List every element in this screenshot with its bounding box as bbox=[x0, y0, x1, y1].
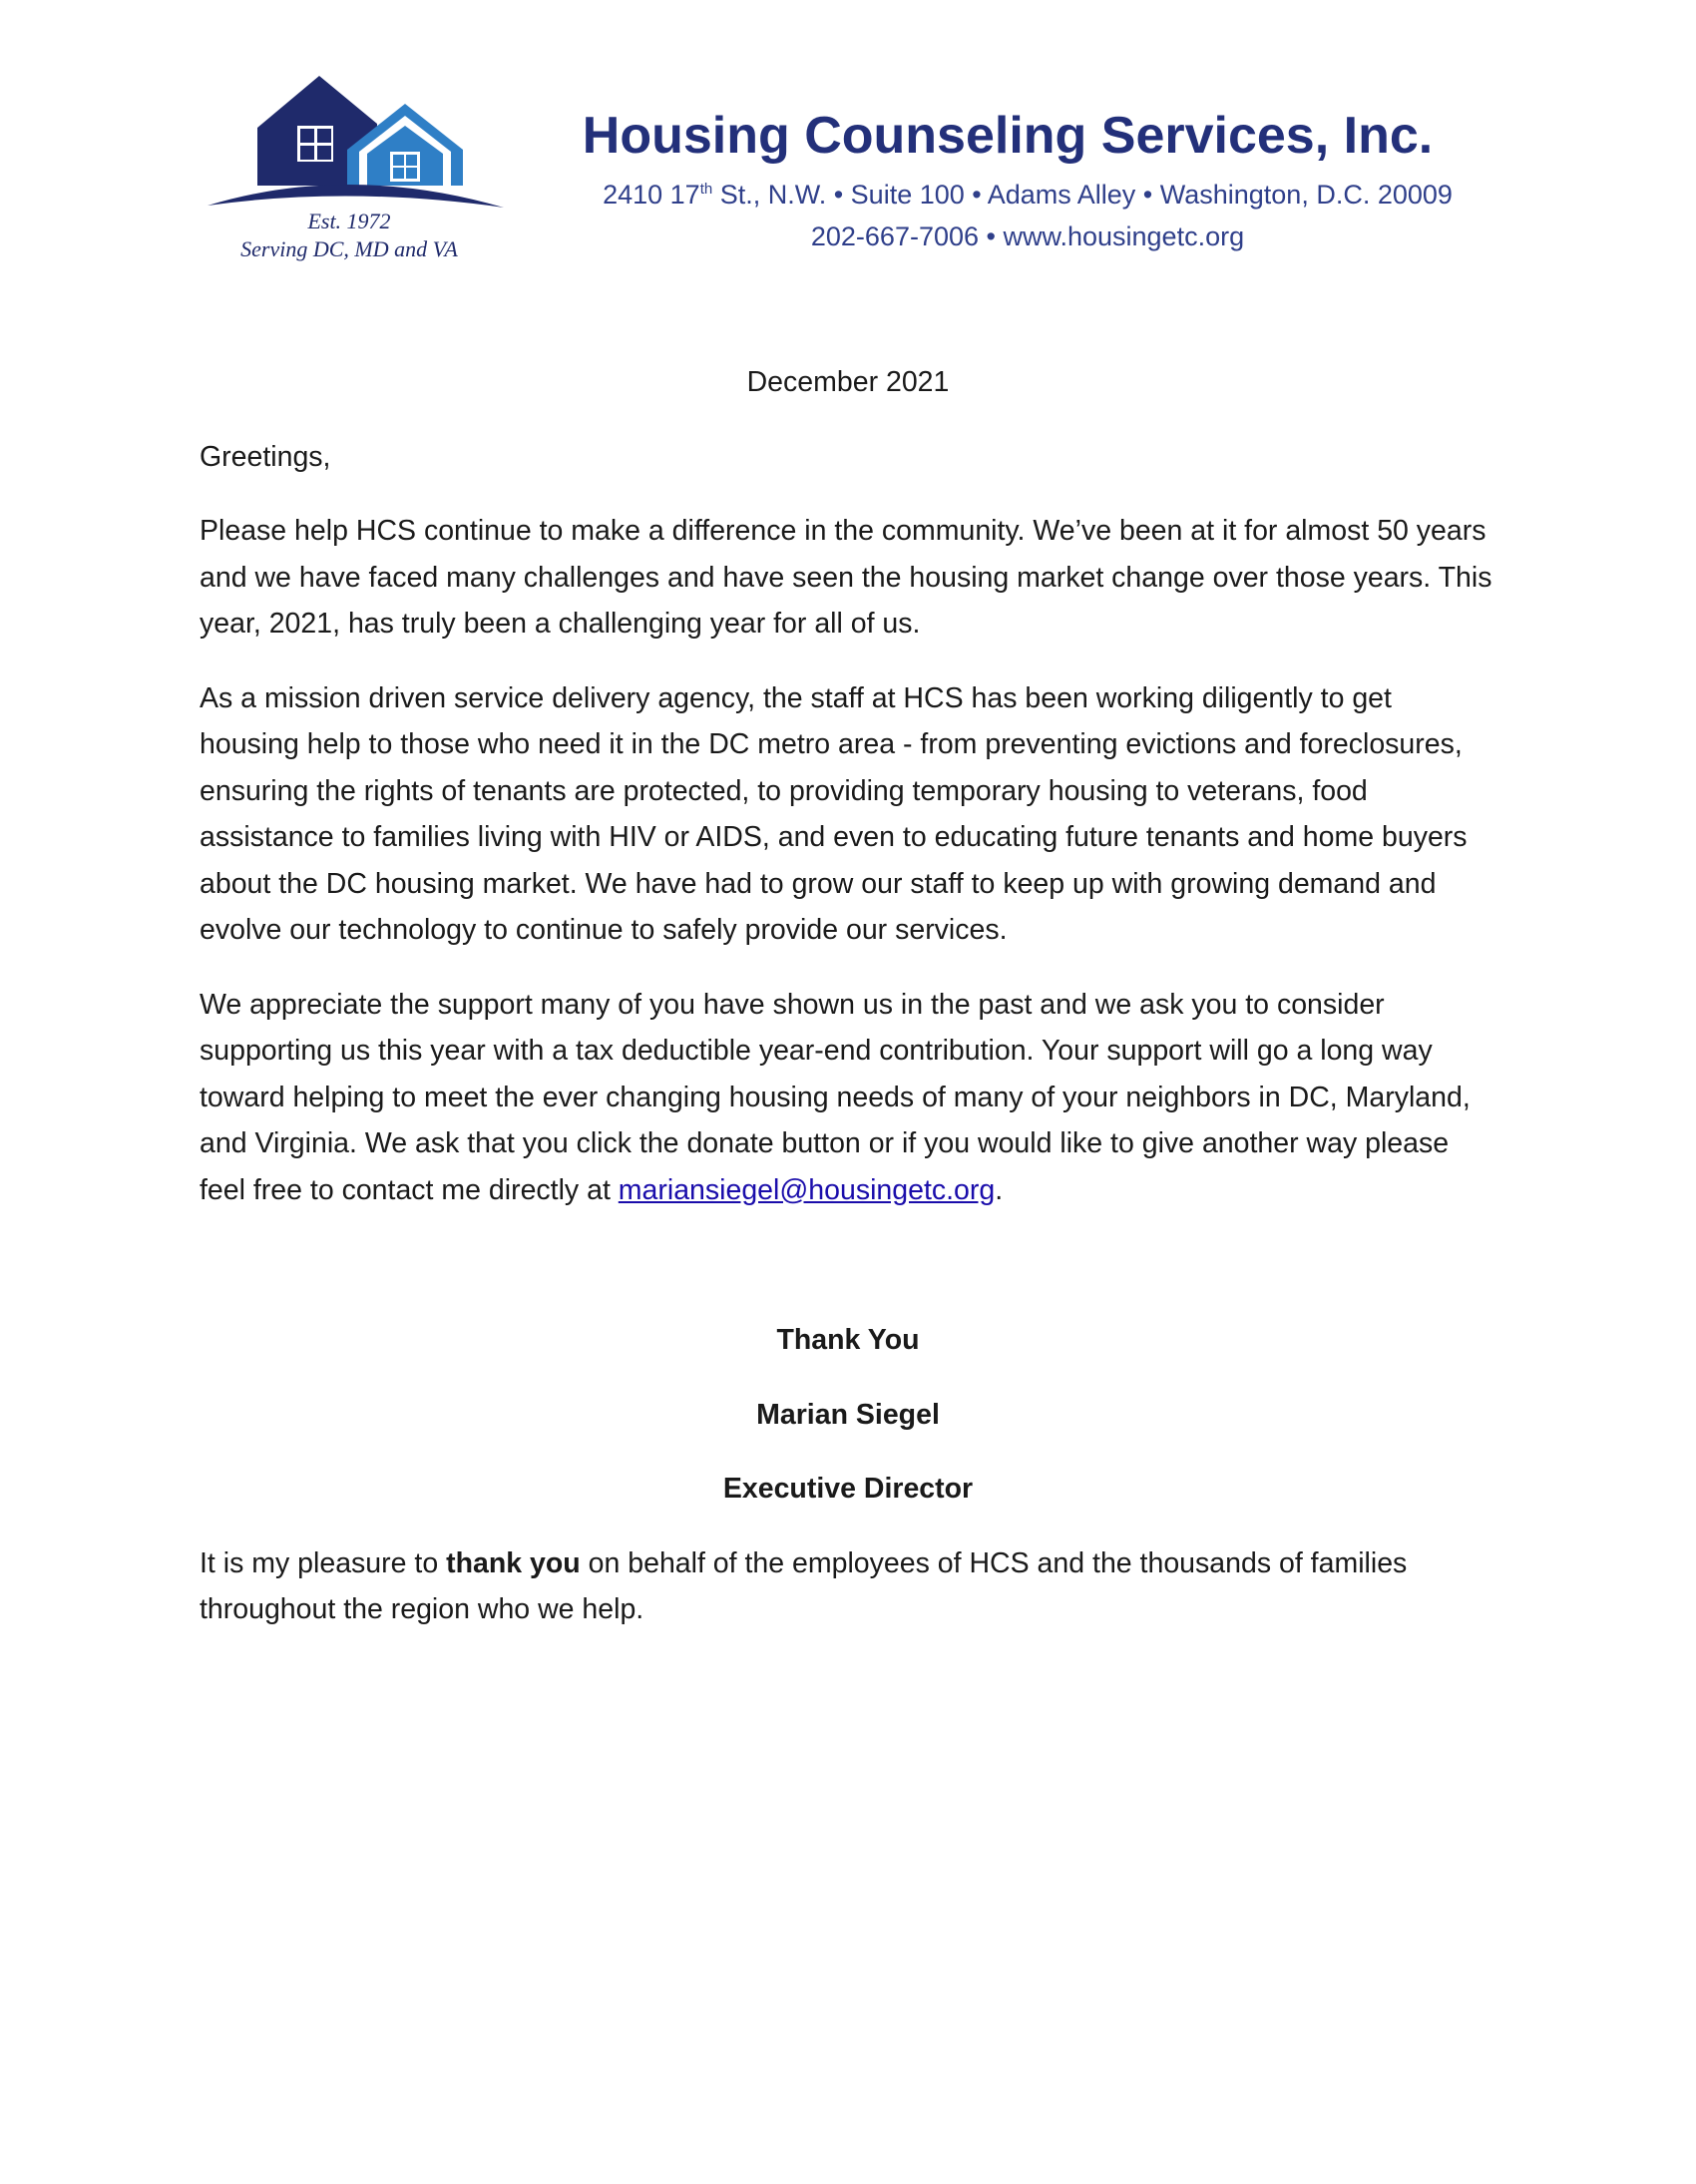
paragraph-3-text: We appreciate the support many of you have shown us in the past and we ask you to consider supporting us this year with a tax deductible year-end contribution. Your support will go a long way toward helping to meet the ever changing housing needs of many of your neighbors in DC, Maryland, and Virginia. We ask that you click the donate button or if you would like to give another way please feel free to contact me directly at bbox=[200, 988, 1471, 1206]
org-block bbox=[529, 104, 1526, 257]
paragraph-1: Please help HCS continue to make a difference in the community. We’ve been at it for almost 50 years and we have faced many challenges and have seen the housing market change over those years. This year, 2021, has truly been a challenging year for all of us. bbox=[200, 515, 1492, 640]
letter-date: December 2021 bbox=[746, 366, 950, 398]
thank-you-heading: Thank You bbox=[776, 1324, 920, 1356]
letterhead bbox=[200, 68, 1516, 277]
org-address bbox=[529, 174, 1526, 216]
org-name: Housing Counseling Services, Inc. bbox=[582, 107, 1434, 165]
closing-text-2: on behalf of the employees of HCS and the thousands of families throughout the region who we help. bbox=[200, 1546, 1408, 1625]
swoosh-icon bbox=[208, 185, 504, 208]
email-link[interactable]: mariansiegel@housingetc.org bbox=[618, 1173, 996, 1206]
closing-bold: thank you bbox=[446, 1546, 581, 1579]
closing-text-1: It is my pleasure to bbox=[200, 1546, 447, 1579]
address-sup: th bbox=[699, 181, 713, 198]
org-contact: 202-667-7006 • www.housingetc.org bbox=[810, 221, 1245, 251]
address-part1: 2410 17 bbox=[603, 180, 700, 210]
closing-paragraph bbox=[200, 1540, 1496, 1633]
greeting: Greetings, bbox=[200, 440, 331, 473]
logo-tagline bbox=[200, 208, 499, 263]
paragraph-2: As a mission driven service delivery agency, the staff at HCS has been working diligently to get housing help to those who need it in the DC metro area - from preventing evictions and foreclosures, ensuring the rights of tenants are protected, to providing temporary housing to veterans, food assistance to families living with HIV or AIDS, and even to educating future tenants and home buyers about the DC housing market. We have had to grow our staff to keep up with growing demand and evolve our technology to continue to safely provide our services. bbox=[200, 681, 1468, 946]
house-logo bbox=[200, 68, 509, 267]
signer-title: Executive Director bbox=[722, 1473, 974, 1505]
address-part2: St., N.W. • Suite 100 • Adams Alley • Washington, D.C. 20009 bbox=[712, 180, 1453, 210]
letter-body bbox=[200, 359, 1496, 1661]
paragraph-3 bbox=[200, 982, 1496, 1214]
signoff bbox=[200, 1317, 1496, 1513]
signer-name: Marian Siegel bbox=[756, 1398, 940, 1431]
est-text: Est. 1972 bbox=[307, 209, 391, 233]
house-logo-graphic bbox=[200, 68, 509, 218]
paragraph-3-end: . bbox=[995, 1173, 1004, 1206]
serving-text: Serving DC, MD and VA bbox=[240, 236, 458, 261]
